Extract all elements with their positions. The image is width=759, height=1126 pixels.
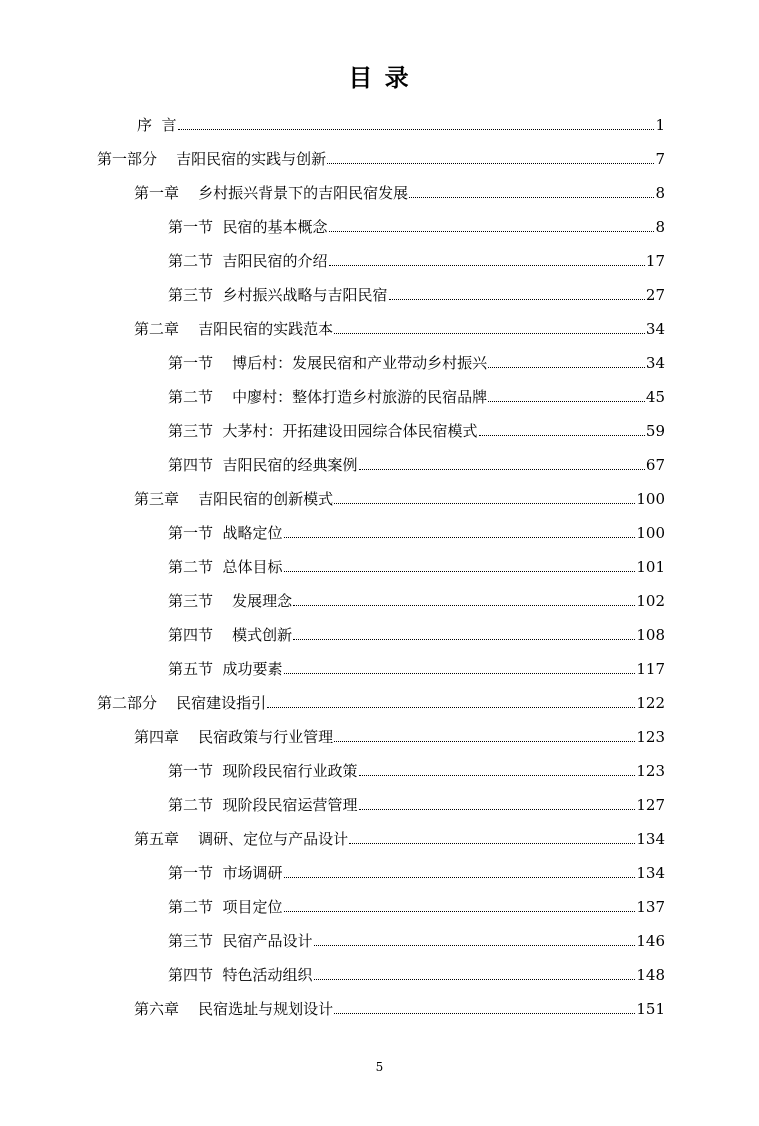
toc-entry-page: 134 <box>636 830 665 848</box>
toc-entry[interactable] <box>137 113 665 135</box>
toc-entry[interactable] <box>168 963 665 985</box>
toc-entry-label: 第二部分 民宿建设指引 <box>97 694 267 712</box>
toc-title: 目 录 <box>348 64 411 92</box>
toc-entry-page: 122 <box>636 694 665 712</box>
toc-entry-label: 序 言 <box>137 116 177 134</box>
toc-entry[interactable] <box>168 759 665 781</box>
dot-leader <box>314 979 636 980</box>
toc-entry-page: 34 <box>645 354 665 372</box>
dot-leader <box>178 129 655 130</box>
dot-leader <box>329 265 645 266</box>
toc-entry-page: 7 <box>655 150 665 168</box>
dot-leader <box>334 503 635 504</box>
dot-leader <box>389 299 645 300</box>
toc-entry[interactable] <box>168 793 665 815</box>
toc-entry-page: 134 <box>636 864 665 882</box>
toc-entry-label: 第四章 民宿政策与行业管理 <box>134 728 334 746</box>
dot-leader <box>334 741 635 742</box>
toc-entry[interactable] <box>97 147 665 169</box>
toc-entry-label: 第五章 调研、定位与产品设计 <box>134 830 349 848</box>
toc-entry-page: 108 <box>636 626 665 644</box>
toc-entry-page: 1 <box>655 116 665 134</box>
page-number: 5 <box>375 1060 384 1074</box>
toc-entry-label: 第二节 总体目标 <box>168 558 283 576</box>
toc-entry[interactable] <box>134 317 665 339</box>
toc-entry[interactable] <box>168 861 665 883</box>
dot-leader <box>284 911 636 912</box>
toc-entry[interactable] <box>168 385 665 407</box>
toc-entry-label: 第五节 成功要素 <box>168 660 283 678</box>
toc-entry-label: 第二节 项目定位 <box>168 898 283 916</box>
toc-entry-page: 8 <box>655 184 665 202</box>
toc-entry-page: 45 <box>645 388 665 406</box>
toc-entry-label: 第二章 吉阳民宿的实践范本 <box>134 320 334 338</box>
toc-entry-page: 59 <box>645 422 665 440</box>
dot-leader <box>329 231 655 232</box>
dot-leader <box>284 673 636 674</box>
toc-entry[interactable] <box>134 997 665 1019</box>
toc-entry-page: 146 <box>636 932 665 950</box>
toc-entry-label: 第六章 民宿选址与规划设计 <box>134 1000 334 1018</box>
toc-entry-page: 137 <box>636 898 665 916</box>
toc-entry[interactable] <box>97 691 665 713</box>
dot-leader <box>284 877 636 878</box>
dot-leader <box>314 945 636 946</box>
toc-entry-label: 第一节 博后村：发展民宿和产业带动乡村振兴 <box>168 354 488 372</box>
dot-leader <box>479 435 645 436</box>
toc-entry-page: 8 <box>655 218 665 236</box>
toc-entry[interactable] <box>168 929 665 951</box>
toc-entry[interactable] <box>168 419 665 441</box>
toc-entry-label: 第一节 战略定位 <box>168 524 283 542</box>
toc-entry[interactable] <box>168 555 665 577</box>
toc-entry-label: 第三节 乡村振兴战略与吉阳民宿 <box>168 286 388 304</box>
dot-leader <box>359 775 636 776</box>
toc-entry-page: 117 <box>636 660 665 678</box>
toc-entry[interactable] <box>134 827 665 849</box>
dot-leader <box>488 401 645 402</box>
toc-entry-page: 148 <box>636 966 665 984</box>
toc-entry-label: 第三节 民宿产品设计 <box>168 932 313 950</box>
dot-leader <box>359 469 645 470</box>
dot-leader <box>334 333 645 334</box>
toc-entry-page: 67 <box>645 456 665 474</box>
dot-leader <box>349 843 635 844</box>
toc-entry[interactable] <box>168 351 665 373</box>
toc-entry-page: 127 <box>636 796 665 814</box>
dot-leader <box>267 707 635 708</box>
toc-entry-page: 100 <box>636 490 665 508</box>
dot-leader <box>334 1013 635 1014</box>
toc-entry-page: 123 <box>636 762 665 780</box>
toc-entry[interactable] <box>134 181 665 203</box>
toc-entry[interactable] <box>168 521 665 543</box>
dot-leader <box>327 163 654 164</box>
toc-entry[interactable] <box>168 623 665 645</box>
dot-leader <box>284 571 636 572</box>
toc-entry-page: 17 <box>645 252 665 270</box>
dot-leader <box>359 809 636 810</box>
toc-entry-page: 27 <box>645 286 665 304</box>
toc-entry-page: 34 <box>645 320 665 338</box>
toc-entry-label: 第一节 民宿的基本概念 <box>168 218 328 236</box>
toc-entry[interactable] <box>168 215 665 237</box>
toc-entry-label: 第三节 发展理念 <box>168 592 293 610</box>
toc-entry-page: 123 <box>636 728 665 746</box>
toc-entry-label: 第四节 吉阳民宿的经典案例 <box>168 456 358 474</box>
toc-entry-label: 第一部分 吉阳民宿的实践与创新 <box>97 150 327 168</box>
toc-entry[interactable] <box>168 453 665 475</box>
dot-leader <box>488 367 645 368</box>
toc-entry[interactable] <box>134 725 665 747</box>
toc-entry[interactable] <box>134 487 665 509</box>
toc-entry[interactable] <box>168 249 665 271</box>
dot-leader <box>293 605 635 606</box>
toc-entry-page: 102 <box>636 592 665 610</box>
dot-leader <box>293 639 635 640</box>
toc-entry-label: 第二节 中廖村：整体打造乡村旅游的民宿品牌 <box>168 388 488 406</box>
toc-entry-page: 151 <box>636 1000 665 1018</box>
dot-leader <box>409 197 654 198</box>
toc-entry-page: 100 <box>636 524 665 542</box>
toc-entry[interactable] <box>168 657 665 679</box>
toc-entry[interactable] <box>168 589 665 611</box>
toc-entry-label: 第一节 市场调研 <box>168 864 283 882</box>
toc-entry-label: 第三章 吉阳民宿的创新模式 <box>134 490 334 508</box>
dot-leader <box>284 537 636 538</box>
toc-entry-label: 第一章 乡村振兴背景下的吉阳民宿发展 <box>134 184 409 202</box>
toc-entry[interactable] <box>168 895 665 917</box>
toc-entry-label: 第二节 吉阳民宿的介绍 <box>168 252 328 270</box>
toc-entry-label: 第三节 大茅村：开拓建设田园综合体民宿模式 <box>168 422 478 440</box>
toc-entry-label: 第四节 特色活动组织 <box>168 966 313 984</box>
toc-entry-label: 第四节 模式创新 <box>168 626 293 644</box>
toc-entry-label: 第二节 现阶段民宿运营管理 <box>168 796 358 814</box>
toc-entry-page: 101 <box>636 558 665 576</box>
toc-entry-label: 第一节 现阶段民宿行业政策 <box>168 762 358 780</box>
toc-entry[interactable] <box>168 283 665 305</box>
